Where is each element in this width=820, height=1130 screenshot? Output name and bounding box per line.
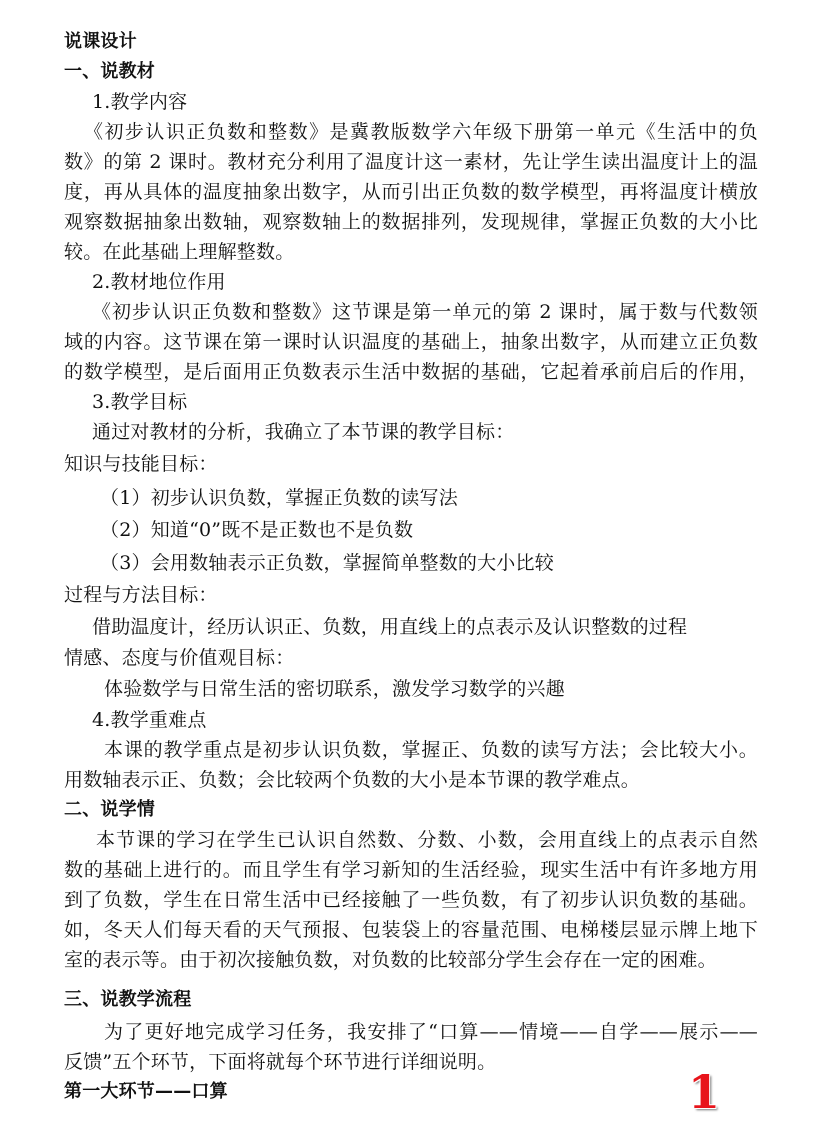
paragraph-line: 度，再从具体的温度抽象出数字，从而引出正负数的数学模型，再将温度计横放 xyxy=(64,181,758,203)
paragraph-line: 室的表示等。由于初次接触负数，对负数的比较部分学生会存在一定的困难。 xyxy=(64,949,717,971)
subheading-teaching-content: 1.教学内容 xyxy=(92,91,188,113)
paragraph-line: 数的基础上进行的。而且学生有学习新知的生活经验，现实生活中有许多地方用 xyxy=(64,859,758,881)
subheading-teaching-goals: 3.教学目标 xyxy=(92,391,188,413)
paragraph-line: 的数学模型，是后面用正负数表示生活中数据的基础，它起着承前启后的作用， xyxy=(64,361,758,383)
emotion-goals-heading: 情感、态度与价值观目标： xyxy=(64,647,295,669)
subheading-key-difficulties: 4.教学重难点 xyxy=(92,709,207,731)
knowledge-goal-item: （1）初步认识负数，掌握正负数的读写法 xyxy=(100,487,458,509)
step1-heading: 第一大环节——口算 xyxy=(64,1081,228,1102)
document-title: 说课设计 xyxy=(64,31,137,52)
paragraph-line: 《初步认识正负数和整数》这节课是第一单元的第 2 课时，属于数与代数领 xyxy=(92,301,758,323)
goals-intro: 通过对教材的分析，我确立了本节课的教学目标： xyxy=(92,421,515,443)
knowledge-goal-item: （3）会用数轴表示正负数，掌握简单整数的大小比较 xyxy=(100,552,554,574)
subheading-material-role: 2.教材地位作用 xyxy=(92,271,226,293)
process-goals-heading: 过程与方法目标： xyxy=(64,584,218,606)
paragraph-line: 域的内容。这节课在第一课时认识温度的基础上，抽象出数字，从而建立正负数 xyxy=(64,331,758,353)
paragraph-line: 到了负数，学生在日常生活中已经接触了一些负数，有了初步认识负数的基础。 xyxy=(64,889,758,911)
paragraph-line: 观察数据抽象出数轴，观察数轴上的数据排列，发现规律，掌握正负数的大小比 xyxy=(64,211,758,233)
knowledge-goals-heading: 知识与技能目标： xyxy=(64,453,218,475)
knowledge-goal-item: （2）知道“0”既不是正数也不是负数 xyxy=(100,519,414,541)
paragraph-line: 本节课的学习在学生已认识自然数、分数、小数，会用直线上的点表示自然 xyxy=(96,829,758,851)
paragraph-line: 如，冬天人们每天看的天气预报、包装袋上的容量范围、电梯楼层显示牌上地下 xyxy=(64,919,758,941)
emotion-goals-text: 体验数学与日常生活的密切联系，激发学习数学的兴趣 xyxy=(104,678,565,700)
paragraph-line: 《初步认识正负数和整数》是冀教版数学六年级下册第一单元《生活中的负 xyxy=(84,121,758,143)
section-heading-students: 二、说学情 xyxy=(64,799,155,820)
paragraph-line: 反馈”五个环节，下面将就每个环节进行详细说明。 xyxy=(64,1051,497,1073)
paragraph-line: 为了更好地完成学习任务，我安排了“口算——情境——自学——展示—— xyxy=(104,1021,758,1043)
paragraph-line: 数》的第 2 课时。教材充分利用了温度计这一素材，先让学生读出温度计上的温 xyxy=(64,151,758,173)
process-goals-text: 借助温度计，经历认识正、负数，用直线上的点表示及认识整数的过程 xyxy=(92,616,688,638)
paragraph-line: 用数轴表示正、负数；会比较两个负数的大小是本节课的教学难点。 xyxy=(64,769,641,791)
paragraph-line: 本课的教学重点是初步认识负数，掌握正、负数的读写方法；会比较大小。 xyxy=(104,739,758,761)
page-number: 1 xyxy=(687,1065,720,1119)
section-heading-materials: 一、说教材 xyxy=(64,61,155,82)
paragraph-line: 较。在此基础上理解整数。 xyxy=(64,241,295,263)
section-heading-process: 三、说教学流程 xyxy=(64,989,192,1010)
